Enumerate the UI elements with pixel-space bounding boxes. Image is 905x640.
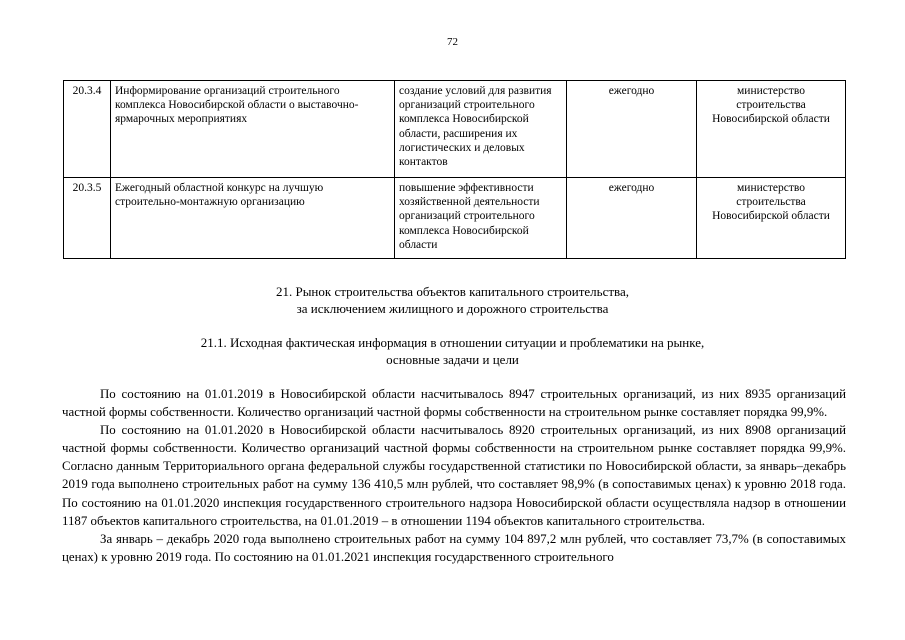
row-number: 20.3.5	[64, 178, 111, 259]
row-number: 20.3.4	[64, 81, 111, 178]
period: ежегодно	[567, 178, 697, 259]
measure-name: Ежегодный областной конкурс на лучшую строительно-монтажную организацию	[111, 178, 395, 259]
responsible: министерство строительства Новосибирской области	[697, 81, 846, 178]
paragraph: За январь – декабрь 2020 года выполнено строительных работ на сумму 104 897,2 млн рублей, что составляет 73,7% (в сопоставимых ценах) к уровню 2019 года. По состоянию на 01.01.2021 инспекция государственного строительного	[62, 531, 846, 564]
body-text	[62, 385, 846, 566]
section-heading-line: за исключением жилищного и дорожного строительства	[296, 300, 609, 316]
paragraph: По состоянию на 01.01.2019 в Новосибирской области насчитывалось 8947 строительных организаций, из них 8935 организаций частной формы собственности. Количество организаций частной формы собственности на строительном рынке составляет порядка 99,9%.	[62, 387, 846, 420]
section-heading-line: 21. Рынок строительства объектов капитального строительства,	[275, 284, 630, 299]
page-number: 72	[447, 36, 458, 48]
table-row	[64, 81, 846, 178]
measures-table	[63, 80, 846, 259]
subsection-heading-line: основные задачи и цели	[386, 351, 519, 367]
section-heading	[0, 284, 905, 317]
expected-result: повышение эффективности хозяйственной деятельности организаций строительного комплекса Новосибирской области	[395, 178, 567, 259]
period: ежегодно	[567, 81, 697, 178]
paragraph: По состоянию на 01.01.2020 в Новосибирской области насчитывалось 8920 строительных организаций, из них 8908 организаций частной формы собственности. Количество организаций частной формы собственности на строительном рынке составляет порядка 99,9%. Согласно данным Территориального органа федеральной службы государственной статистики по Новосибирской области, за январь–декабрь 2019 года выполнено строительных работ на сумму 136 410,5 млн рублей, что составляет 98,9% (в сопоставимых ценах) к уровню 2018 года. По состоянию на 01.01.2020 инспекция государственного строительного надзора Новосибирской области осуществляла надзор в отношении 1187 объектов капитального строительства, на 01.01.2019 – в отношении 1194 объектов капитального строительства.	[62, 423, 846, 528]
subsection-heading	[0, 335, 905, 368]
measure-name: Информирование организаций строительного комплекса Новосибирской области о выставочно-ярмарочных мероприятиях	[111, 81, 395, 178]
subsection-heading-line: 21.1. Исходная фактическая информация в отношении ситуации и проблематики на рынке,	[200, 335, 705, 350]
table-row	[64, 178, 846, 259]
responsible: министерство строительства Новосибирской области	[697, 178, 846, 259]
expected-result: создание условий для развития организаций строительного комплекса Новосибирской области, расширения их логистических и деловых контактов	[395, 81, 567, 178]
